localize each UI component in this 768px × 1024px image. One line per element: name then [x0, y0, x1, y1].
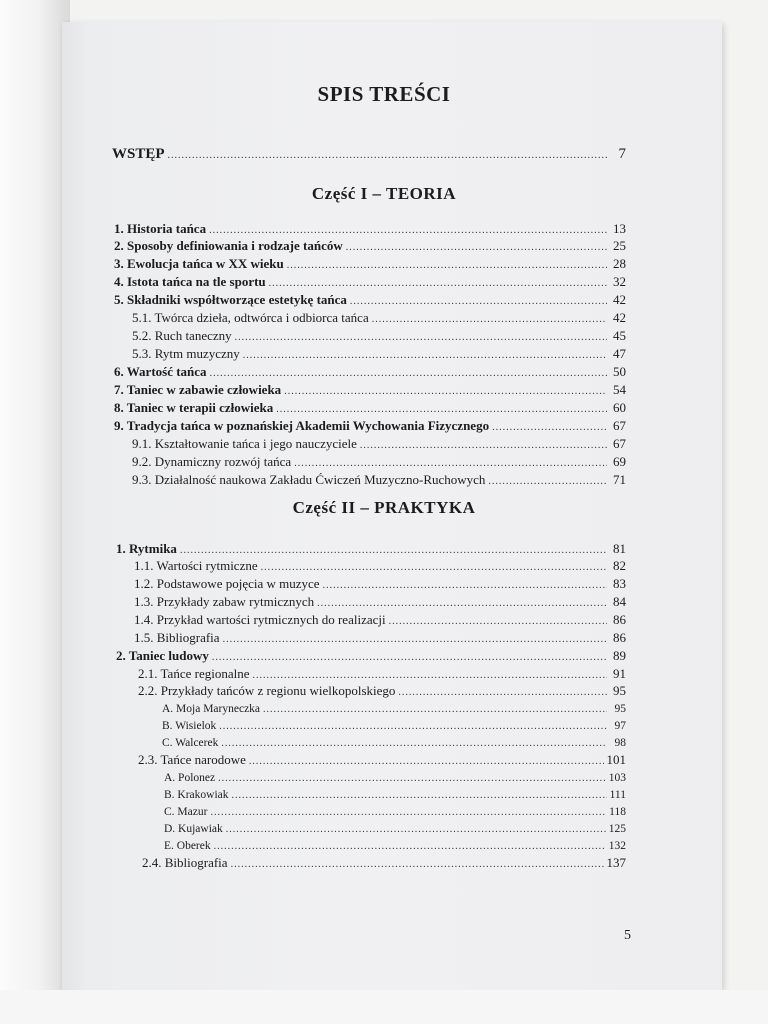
- dot-leader: [317, 596, 607, 612]
- entry-label: A. Moja Maryneczka: [162, 703, 261, 715]
- entry-page: 111: [609, 789, 626, 801]
- entry-label: 5.2. Ruch taneczny: [132, 328, 232, 343]
- entry-label: 4. Istota tańca na tle sportu: [114, 274, 266, 289]
- toc-subentry: [164, 787, 626, 804]
- dot-leader: [284, 384, 607, 400]
- entry-label: C. Mazur: [164, 806, 208, 818]
- entry-page: 69: [613, 454, 626, 469]
- dot-leader: [221, 736, 607, 752]
- entry-label: B. Krakowiak: [164, 789, 229, 801]
- entry-page: 50: [613, 364, 626, 379]
- entry-page: 132: [608, 840, 626, 852]
- dot-leader: [232, 788, 607, 804]
- entry-label: A. Polonez: [164, 772, 216, 784]
- entry-page: 67: [613, 436, 626, 451]
- entry-label: 1. Rytmika: [116, 541, 177, 556]
- dot-leader: [294, 456, 607, 472]
- entry-page: 95: [614, 703, 626, 715]
- entry-page: 86: [613, 630, 626, 645]
- dot-leader: [492, 420, 607, 436]
- toc-subentry: [132, 472, 626, 490]
- entry-label: 7. Taniec w zabawie człowieka: [114, 382, 282, 397]
- dot-leader: [219, 719, 607, 735]
- entry-page: 13: [613, 221, 626, 236]
- toc-subentry: [132, 310, 626, 328]
- entry-label: 1.5. Bibliografia: [134, 630, 220, 645]
- toc-subentry: [164, 804, 626, 821]
- dot-leader: [209, 223, 607, 239]
- dot-leader: [263, 702, 607, 718]
- entry-page: 95: [613, 683, 626, 698]
- entry-label: D. Kujawiak: [164, 823, 223, 835]
- entry-page: 7: [618, 146, 626, 162]
- toc-subentry: [162, 718, 626, 735]
- entry-page: 67: [613, 418, 626, 433]
- dot-leader: [372, 312, 607, 328]
- toc-title: SPIS TREŚCI: [317, 82, 451, 106]
- part-heading-practice: Część II – PRAKTYKA: [292, 498, 476, 517]
- entry-label: 1.2. Podstawowe pojęcia w muzyce: [134, 576, 320, 591]
- entry-label: 9. Tradycja tańca w poznańskiej Akademii Wychowania Fizycznego: [114, 418, 490, 433]
- entry-label: E. Oberek: [164, 840, 211, 852]
- dot-leader: [210, 366, 607, 382]
- toc-subentry: [132, 454, 626, 472]
- entry-label: 5.3. Rytm muzyczny: [132, 346, 240, 361]
- entry-label: 9.3. Działalność naukowa Zakładu Ćwiczeń Muzyczno-Ruchowych: [132, 472, 486, 487]
- dot-leader: [323, 578, 607, 594]
- toc-entry: [116, 541, 626, 559]
- dot-leader: [398, 685, 607, 701]
- entry-page: 32: [613, 274, 626, 289]
- part-heading-theory: Część I – TEORIA: [311, 184, 457, 203]
- toc-entry: [114, 418, 626, 436]
- dot-leader: [249, 754, 604, 770]
- toc-subentry: [138, 666, 626, 684]
- toc-subentry: [134, 594, 626, 612]
- toc-subentry: [162, 701, 626, 718]
- entry-page: 45: [613, 328, 626, 343]
- dot-leader: [231, 857, 604, 873]
- entry-label: 9.1. Kształtowanie tańca i jego nauczyciele: [132, 436, 357, 451]
- toc-subentry: [132, 346, 626, 364]
- dot-leader: [346, 240, 607, 256]
- toc-subentry: [134, 576, 626, 594]
- dot-leader: [350, 294, 607, 310]
- entry-label: 2.1. Tańce regionalne: [138, 666, 250, 681]
- entry-label: 3. Ewolucja tańca w XX wieku: [114, 256, 284, 271]
- entry-page: 118: [609, 806, 626, 818]
- dot-leader: [180, 543, 607, 559]
- toc-subentry: [164, 821, 626, 838]
- entry-page: 47: [613, 346, 626, 361]
- entry-label: 2.2. Przykłady tańców z regionu wielkopolskiego: [138, 683, 396, 698]
- entry-page: 25: [613, 238, 626, 253]
- entry-page: 81: [613, 541, 626, 556]
- entry-page: 125: [608, 823, 626, 835]
- entry-page: 97: [614, 720, 626, 732]
- background-surface: [0, 990, 768, 1024]
- entry-page: 42: [613, 310, 626, 325]
- dot-leader: [212, 650, 607, 666]
- dot-leader: [389, 614, 607, 630]
- entry-label: 1. Historia tańca: [114, 221, 207, 236]
- toc-subentry: [134, 630, 626, 648]
- toc-subentry: [138, 752, 626, 770]
- entry-label: C. Walcerek: [162, 737, 219, 749]
- dot-leader: [218, 771, 606, 787]
- toc-entry: [114, 221, 626, 239]
- entry-label: 8. Taniec w terapii człowieka: [114, 400, 274, 415]
- dot-leader: [269, 276, 607, 292]
- toc-entry: [114, 256, 626, 274]
- toc-entry: [116, 648, 626, 666]
- dot-leader: [261, 560, 607, 576]
- entry-page: 98: [614, 737, 626, 749]
- toc-subentry: [164, 838, 626, 855]
- entry-label: 9.2. Dynamiczny rozwój tańca: [132, 454, 292, 469]
- entry-page: 71: [613, 472, 626, 487]
- entry-page: 82: [613, 558, 626, 573]
- dot-leader: [252, 668, 607, 684]
- toc-subentry: [134, 612, 626, 630]
- toc-entry-introduction: [112, 146, 626, 164]
- toc-entry: [114, 382, 626, 400]
- entry-page: 84: [613, 594, 626, 609]
- toc-subentry: [138, 683, 626, 701]
- toc-entry: [114, 238, 626, 256]
- entry-page: 137: [606, 855, 626, 870]
- dot-leader: [223, 632, 607, 648]
- dot-leader: [488, 474, 607, 490]
- entry-page: 28: [613, 256, 626, 271]
- entry-label: WSTĘP: [112, 146, 165, 162]
- toc-entry: [114, 400, 626, 418]
- toc-subentry: [132, 436, 626, 454]
- entry-label: 1.4. Przykład wartości rytmicznych do realizacji: [134, 612, 386, 627]
- entry-label: 2.3. Tańce narodowe: [138, 752, 246, 767]
- entry-label: 2.4. Bibliografia: [142, 855, 228, 870]
- dot-leader: [235, 330, 607, 346]
- dot-leader: [214, 839, 606, 855]
- toc-subentry: [134, 558, 626, 576]
- toc-entry: [114, 292, 626, 310]
- entry-page: 91: [613, 666, 626, 681]
- entry-page: 86: [613, 612, 626, 627]
- entry-page: 83: [613, 576, 626, 591]
- entry-page: 89: [613, 648, 626, 663]
- entry-label: 2. Taniec ludowy: [116, 648, 209, 663]
- toc-entry: [114, 274, 626, 292]
- entry-page: 103: [608, 772, 626, 784]
- entry-label: 6. Wartość tańca: [114, 364, 207, 379]
- entry-page: 60: [613, 400, 626, 415]
- dot-leader: [168, 148, 607, 164]
- toc-subentry: [164, 770, 626, 787]
- dot-leader: [243, 348, 607, 364]
- dot-leader: [287, 258, 607, 274]
- entry-label: B. Wisielok: [162, 720, 217, 732]
- entry-page: 101: [606, 752, 626, 767]
- dot-leader: [210, 805, 606, 821]
- entry-page: 42: [613, 292, 626, 307]
- entry-label: 2. Sposoby definiowania i rodzaje tańców: [114, 238, 343, 253]
- dot-leader: [276, 402, 607, 418]
- toc-entry: [114, 364, 626, 382]
- entry-page: 54: [613, 382, 626, 397]
- toc-subentry: [132, 328, 626, 346]
- entry-label: 5.1. Twórca dzieła, odtwórca i odbiorca tańca: [132, 310, 369, 325]
- dot-leader: [360, 438, 607, 454]
- entry-label: 1.1. Wartości rytmiczne: [134, 558, 258, 573]
- entry-label: 5. Składniki współtworzące estetykę tańca: [114, 292, 347, 307]
- toc-subentry: [142, 855, 626, 873]
- toc-subentry: [162, 735, 626, 752]
- page-number: 5: [624, 928, 631, 943]
- entry-label: 1.3. Przykłady zabaw rytmicznych: [134, 594, 315, 609]
- dot-leader: [226, 822, 606, 838]
